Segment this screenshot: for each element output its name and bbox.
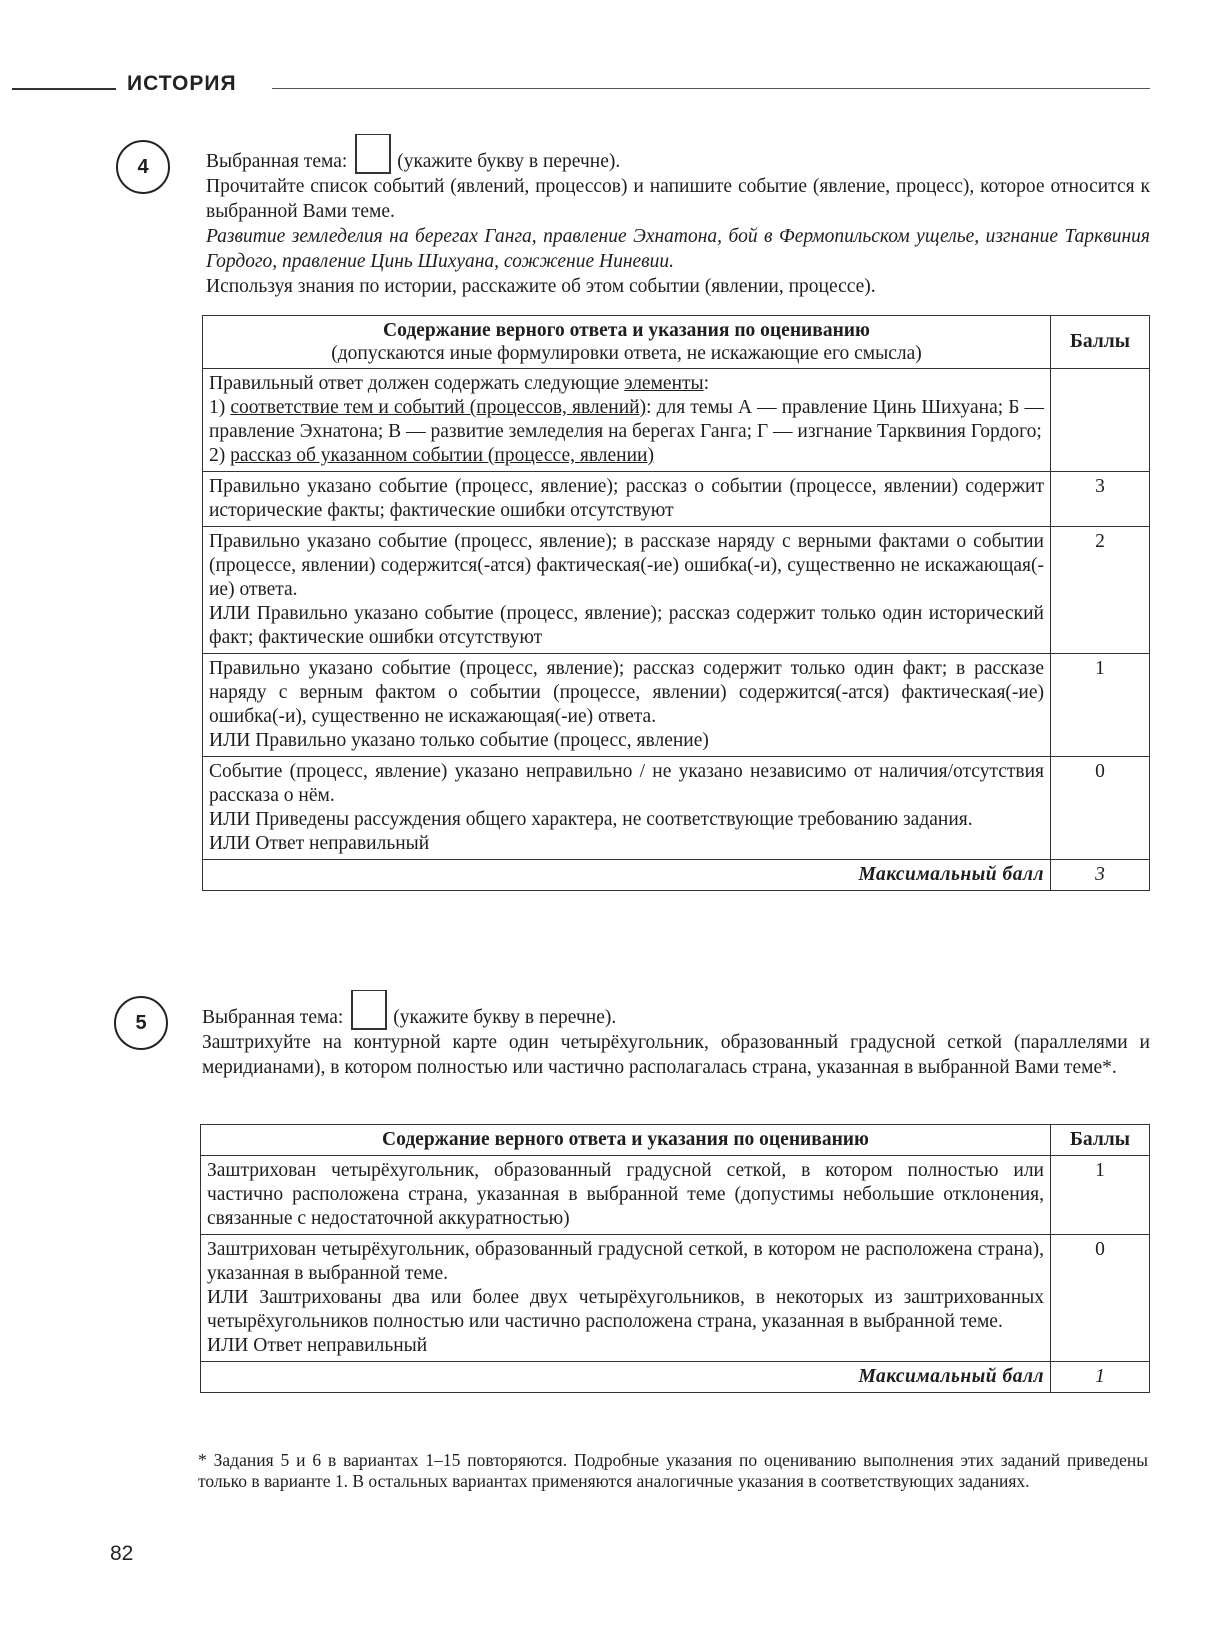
task-4-criteria-item2-u: рассказ об указанном событии (процессе, явлении) [230, 445, 654, 466]
task-4-row-3-score: 3 [1051, 472, 1150, 527]
task-5-row-0-score: 0 [1051, 1235, 1150, 1362]
task-4-row-0 [203, 757, 1150, 860]
task-4-max-value: 3 [1051, 860, 1150, 891]
task-5-table-header [201, 1125, 1150, 1156]
task-4-row-1-text-a: Правильно указано событие (процесс, явление); рассказ содержит только один факт; в рассказе наряду с верным фактом о событии (процессе, явлении) содержится(-атся) фактическая(-ие) ошибка(-и), существенно не искажающая(-ие) ответа. [209, 658, 1044, 727]
task-5-instruction: Заштрихуйте на контурной карте один четырёхугольник, образованный градусной сеткой (параллелями и меридианами), в котором полностью или частично располагалась страна, указанная в выбранной Вами теме*. [202, 1032, 1150, 1078]
task-4-criteria-item1-num: 1) [209, 397, 226, 418]
task-4-row-1 [203, 654, 1150, 757]
task-4-criteria-intro: Правильный ответ должен содержать следующие [209, 373, 620, 394]
task-4-row-1-score: 1 [1051, 654, 1150, 757]
task-4-events: Развитие земледелия на берегах Ганга, правление Эхнатона, бой в Фермопильском ущелье, изгнание Тарквиния Гордого, правление Цинь Шихуана, сожжение Ниневии. [206, 226, 1150, 272]
task-4-topic-line [206, 134, 1150, 174]
task-5-header-score [1051, 1125, 1150, 1156]
task-4-row-3 [203, 472, 1150, 527]
task-5-header-main: Содержание верного ответа и указания по оцениванию [382, 1129, 869, 1150]
task-5-table [200, 1124, 1150, 1393]
task-5-topic-prefix: Выбранная тема: [202, 1007, 344, 1028]
task-5-row-0-text-c: ИЛИ Ответ неправильный [207, 1335, 428, 1356]
task-4-row-2-score: 2 [1051, 527, 1150, 654]
task-4-row-0-text-b: ИЛИ Приведены рассуждения общего характера, не соответствующие требованию задания. [209, 809, 973, 830]
task-5-row-0 [201, 1235, 1150, 1362]
task-5-row-0-text-b: ИЛИ Заштрихованы два или более двух четырёхугольников, в некоторых из заштрихованных четырёхугольников полностью или частично расположена страна, указанная в выбранной теме. [207, 1287, 1044, 1332]
task-4-topic-prefix: Выбранная тема: [206, 151, 348, 172]
task-5-max-label: Максимальный балл [201, 1362, 1051, 1393]
task-4-row-2 [203, 527, 1150, 654]
task-5-number: 5 [114, 996, 168, 1050]
task-5-text [202, 990, 1150, 1080]
task-4-row-2-text [203, 527, 1051, 654]
task-4-header-main: Содержание верного ответа и указания по оцениванию [383, 320, 870, 341]
task-4-table [202, 315, 1150, 891]
task-5-max-value: 1 [1051, 1362, 1150, 1393]
task-4-topic-suffix: (укажите букву в перечне). [397, 151, 621, 172]
task-4-header-content [203, 316, 1051, 369]
task-5-header-score-label: Баллы [1070, 1129, 1130, 1150]
task-4-header-sub: (допускаются иные формулировки ответа, не искажающие его смысла) [331, 343, 922, 364]
task-4-row-2-text-a: Правильно указано событие (процесс, явление); в рассказе наряду с верными фактами о событии (процессе, явлении) содержится(-атся) фактическая(-ие) ошибка(-и), существенно не искажающая(-ие) ответа. [209, 531, 1044, 600]
task-5-header-content [201, 1125, 1051, 1156]
header-rule-left [12, 88, 116, 90]
task-4-row-0-text-c: ИЛИ Ответ неправильный [209, 833, 430, 854]
task-4-row-1-text-b: ИЛИ Правильно указано только событие (процесс, явление) [209, 730, 709, 751]
task-4-criteria-row [203, 369, 1150, 472]
task-4-criteria-item2-num: 2) [209, 445, 226, 466]
task-5-row-1-score: 1 [1051, 1156, 1150, 1235]
task-4-criteria-score [1051, 369, 1150, 472]
task-5-topic-line [202, 990, 1150, 1030]
task-4-instruction-2: Используя знания по истории, расскажите об этом событии (явлении, процессе). [206, 276, 876, 297]
task-4-row-3-text: Правильно указано событие (процесс, явление); рассказ о событии (процессе, явлении) содержит исторические факты; фактические ошибки отсутствуют [203, 472, 1051, 527]
task-4-table-header [203, 316, 1150, 369]
task-5-row-1 [201, 1156, 1150, 1235]
task-4-row-0-text-a: Событие (процесс, явление) указано неправильно / не указано независимо от наличия/отсутствия рассказа о нём. [209, 761, 1044, 806]
task-5-row-0-text-a: Заштрихован четырёхугольник, образованный градусной сеткой, в котором не расположена страна), указанная в выбранной теме. [207, 1239, 1044, 1284]
task-5-topic-suffix: (укажите букву в перечне). [393, 1007, 617, 1028]
task-4-header-score [1051, 316, 1150, 369]
header-subject: ИСТОРИЯ [127, 72, 237, 95]
footnote: * Задания 5 и 6 в вариантах 1–15 повторяются. Подробные указания по оцениванию выполнения этих заданий приведены только в варианте 1. В остальных вариантах применяются аналогичные указания в соответствующих заданиях. [198, 1450, 1148, 1491]
task-5-max-row [201, 1362, 1150, 1393]
task-4-row-0-score: 0 [1051, 757, 1150, 860]
task-4-instruction: Прочитайте список событий (явлений, процессов) и напишите событие (явление, процесс), которое относится к выбранной Вами теме. [206, 176, 1150, 222]
task-5-row-0-text [201, 1235, 1051, 1362]
task-4-max-row [203, 860, 1150, 891]
task-5-row-1-text: Заштрихован четырёхугольник, образованный градусной сеткой, в котором полностью или частично расположена страна, указанная в выбранной теме (допустимы небольшие отклонения, связанные с недостаточной аккуратностью) [201, 1156, 1051, 1235]
task-4-text [206, 134, 1150, 299]
task-4-max-label: Максимальный балл [203, 860, 1051, 891]
page-number: 82 [110, 1542, 134, 1565]
task-4-number: 4 [116, 140, 170, 194]
task-4-criteria-intro-u: элементы [624, 373, 704, 394]
header-rule-right [272, 88, 1150, 89]
task-4-criteria-item1-rest: : для темы А — правление Цинь Шихуана; Б — правление Эхнатона; В — развитие земледелия на берегах Ганга; Г — изгнание Тарквиния Гордого; [209, 397, 1044, 442]
task-4-topic-box[interactable] [355, 134, 391, 174]
task-4-header-score-label: Баллы [1070, 331, 1130, 352]
task-4-criteria: Правильный ответ должен содержать следующие элементы: 1) соответствие тем и событий (процессов, явлений): для темы А — правление Цинь Шихуана; Б — правление Эхнатона; В — развитие земледелия на берегах Ганга; Г — изгнание Тарквиния Гордого; 2) рассказ об указанном событии (процессе, явлении) [203, 369, 1051, 472]
task-4-row-0-text [203, 757, 1051, 860]
task-5-topic-box[interactable] [351, 990, 387, 1030]
task-4-row-2-text-b: ИЛИ Правильно указано событие (процесс, явление); рассказ содержит только один исторический факт; фактические ошибки отсутствуют [209, 603, 1044, 648]
task-4-criteria-item1-u: соответствие тем и событий (процессов, явлений) [230, 397, 647, 418]
task-4-row-1-text [203, 654, 1051, 757]
